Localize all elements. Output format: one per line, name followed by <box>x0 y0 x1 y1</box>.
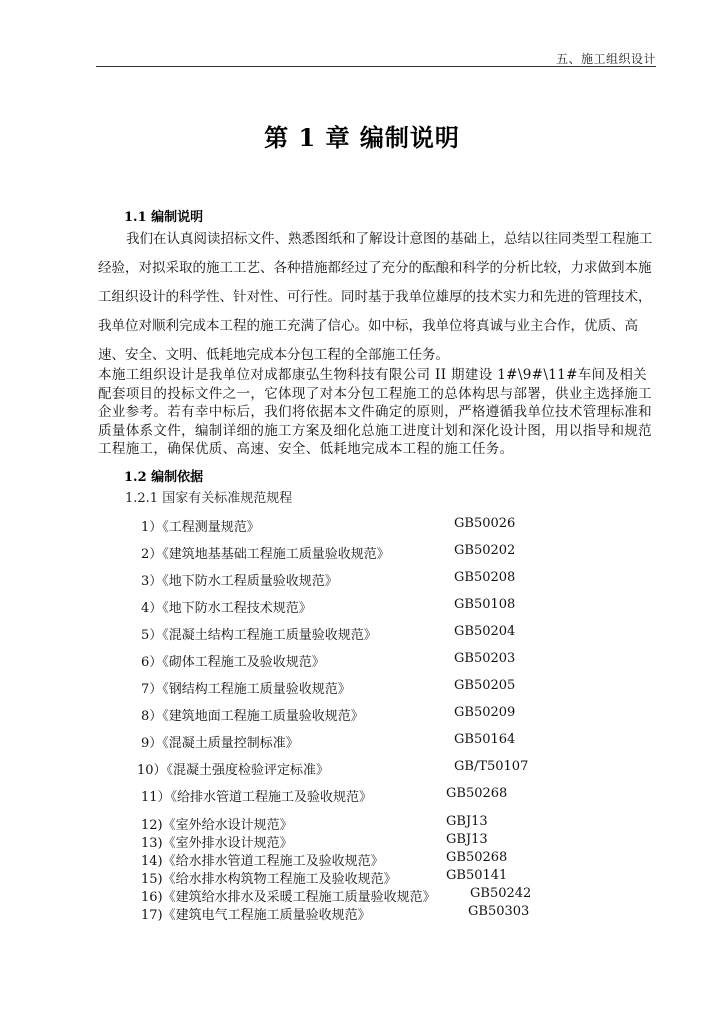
standard-code: GB50026 <box>454 516 516 531</box>
chapter-title: 第 1 章 编制说明 <box>264 123 460 152</box>
standard-code: GB50204 <box>454 624 516 639</box>
standard-code: GB50268 <box>446 786 508 801</box>
standard-name: 16)《建筑给水排水及采暖工程施工质量验收规范》 <box>141 890 436 905</box>
standard-name: 15)《给水排水构筑物工程施工及验收规范》 <box>141 872 397 887</box>
list-item <box>0 832 724 852</box>
list-item <box>0 624 724 644</box>
standard-code: GB50205 <box>454 678 516 693</box>
list-item <box>0 886 724 906</box>
standard-code: GB50108 <box>454 597 516 612</box>
standard-code: GB50141 <box>446 868 508 883</box>
standard-code: GB50209 <box>454 705 516 720</box>
header-section-label: 五、施工组织设计 <box>555 52 656 66</box>
standard-name: 2）《建筑地基基础工程施工质量验收规范》 <box>141 547 390 562</box>
standard-name: 4）《地下防水工程技术规范》 <box>141 601 312 616</box>
standard-name: 9）《混凝土质量控制标准》 <box>141 736 299 751</box>
standard-name: 13)《室外排水设计规范》 <box>141 836 293 851</box>
standard-code: GB/T50107 <box>454 759 529 774</box>
header-rule <box>96 66 656 67</box>
standard-code: GB50268 <box>446 850 508 865</box>
list-item <box>0 814 724 834</box>
list-item <box>0 732 724 752</box>
standard-name: 11）《给排水管道工程施工及验收规范》 <box>141 790 373 805</box>
list-item <box>0 786 724 806</box>
standard-code: GBJ13 <box>446 814 488 829</box>
list-item <box>0 705 724 725</box>
list-item <box>0 678 724 698</box>
list-item <box>0 651 724 671</box>
paragraph-2: 本施工组织设计是我单位对成都康弘生物科技有限公司 II 期建设 1#\9#\11#车间及相关配套项目的投标文件之一，它体现了对本分包工程施工的总体构思与部署，供业主选择施工企业参考。若有幸中标后，我们将依据本文件确定的原则，严格遵循我单位技术管理标准和质量体系文件，编制详细的施工方案及细化总施工进度计划和深化设计图，用以指导和规范工程施工，确保优质、高速、安全、低耗地完成本工程的施工任务。 <box>98 367 652 458</box>
standard-name: 14)《给水排水管道工程施工及验收规范》 <box>141 854 384 869</box>
list-item <box>0 759 724 779</box>
list-item <box>0 570 724 590</box>
list-item <box>0 904 724 924</box>
list-item <box>0 597 724 617</box>
standard-name: 8）《建筑地面工程施工质量验收规范》 <box>141 709 364 724</box>
section-heading-1-1: 1.1 编制说明 <box>124 210 204 225</box>
subsection-heading-1-2-1: 1.2.1 国家有关标准规范规程 <box>125 491 293 506</box>
standard-code: GB50202 <box>454 543 516 558</box>
paragraph-1: 我们在认真阅读招标文件、熟悉图纸和了解设计意图的基础上，总结以往同类型工程施工经验，对拟采取的施工工艺、各种措施都经过了充分的酝酿和科学的分析比较，力求做到本施工组织设计的科学性、针对性、可行性。同时基于我单位雄厚的技术实力和先进的管理技术，我单位对顺利完成本工程的施工充满了信心。如中标，我单位将真诚与业主合作，优质、高速、安全、文明、低耗地完成本分包工程的全部施工任务。 <box>98 231 653 363</box>
list-item <box>0 543 724 563</box>
standard-code: GB50303 <box>468 904 530 919</box>
standard-name: 17)《建筑电气工程施工质量验收规范》 <box>141 908 371 923</box>
section-heading-1-2: 1.2 编制依据 <box>124 470 204 485</box>
standard-name: 6）《砌体工程施工及验收规范》 <box>141 655 325 670</box>
list-item <box>0 850 724 870</box>
standard-code: GBJ13 <box>446 832 488 847</box>
standard-name: 10）《混凝土强度检验评定标准》 <box>137 763 330 778</box>
standard-code: GB50164 <box>454 732 516 747</box>
standard-name: 12)《室外给水设计规范》 <box>141 818 293 833</box>
list-item <box>0 868 724 888</box>
standard-name: 1）《工程测量规范》 <box>141 520 260 535</box>
standard-name: 5）《混凝土结构工程施工质量验收规范》 <box>141 628 377 643</box>
standard-code: GB50203 <box>454 651 516 666</box>
list-item <box>0 516 724 536</box>
standard-code: GB50242 <box>470 886 532 901</box>
standard-code: GB50208 <box>454 570 516 585</box>
standard-name: 3）《地下防水工程质量验收规范》 <box>141 574 338 589</box>
standard-name: 7）《钢结构工程施工质量验收规范》 <box>141 682 351 697</box>
